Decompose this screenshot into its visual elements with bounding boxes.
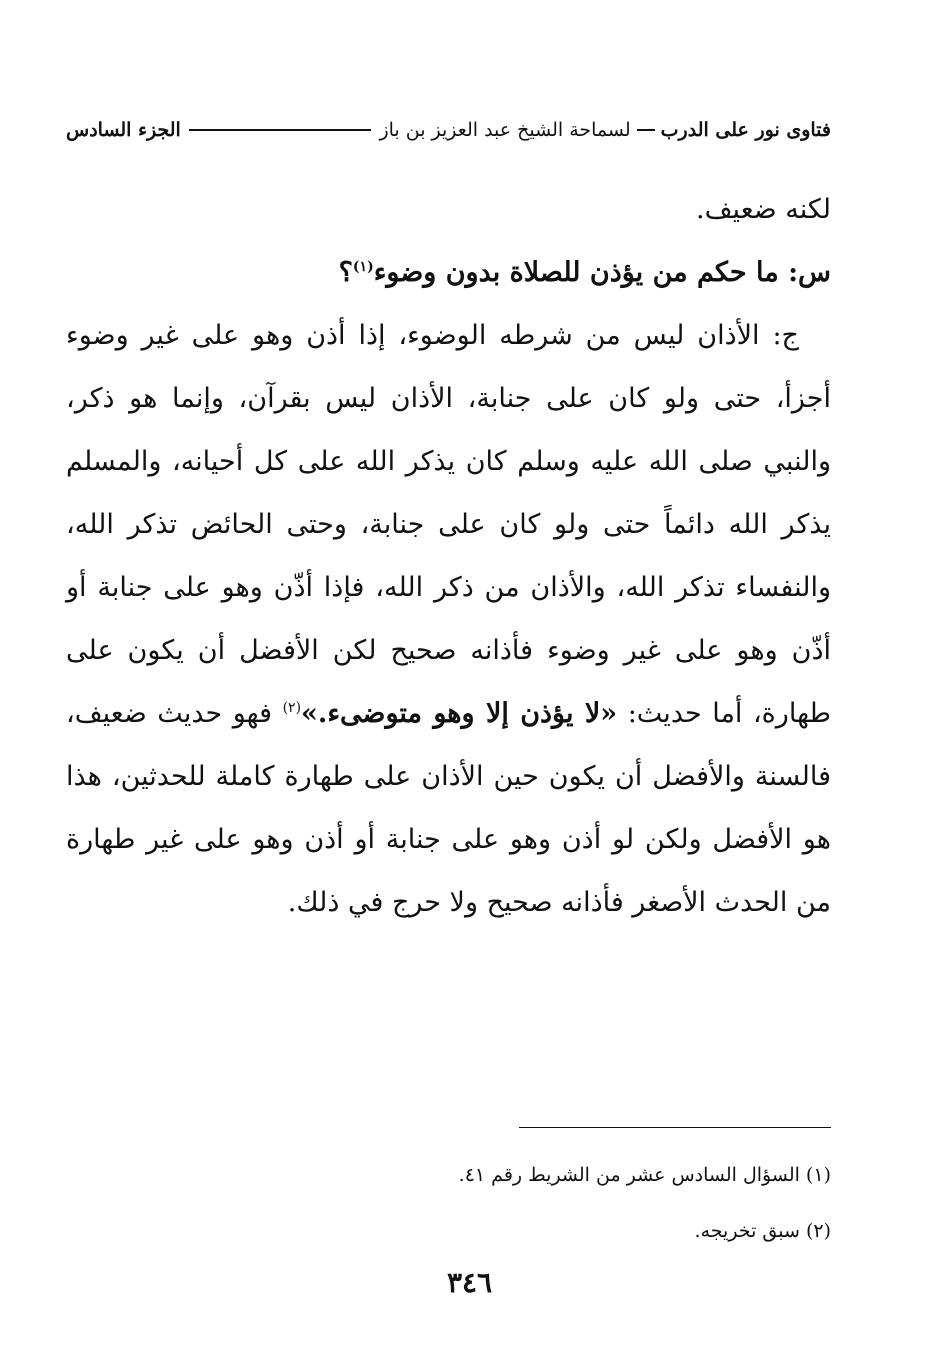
main-text — [66, 178, 831, 934]
author-name: لسماحة الشيخ عبد العزيز بن باز — [379, 119, 631, 141]
question-mark: ؟ — [338, 257, 353, 288]
hadith-quote: «لا يؤذن إلا وهو متوضىء.» — [301, 698, 618, 729]
question-text: س: ما حكم من يؤذن للصلاة بدون وضوء — [373, 257, 831, 288]
footnote-separator — [519, 1127, 831, 1128]
header-rule — [189, 129, 372, 131]
answer — [66, 304, 831, 934]
footnote-ref-2: (٢) — [282, 700, 302, 716]
footnote-2: (٢) سبق تخريجه. — [694, 1220, 831, 1242]
footnotes — [300, 1147, 831, 1259]
intro-line: لكنه ضعيف. — [696, 194, 831, 225]
footnote-ref-1: (١) — [352, 259, 374, 275]
question — [66, 241, 831, 304]
book-title: فتاوى نور على الدرب — [660, 119, 831, 141]
running-header — [66, 113, 831, 147]
footnote-1: (١) السؤال السادس عشر من الشريط رقم ٤١. — [458, 1164, 831, 1186]
page-number: ٣٤٦ — [446, 1266, 493, 1299]
part-title: الجزء السادس — [66, 119, 181, 141]
answer-part-2: فهو حديث ضعيف، فالسنة والأفضل أن يكون حين الأذان على طهارة كاملة للحدثين، هذا هو الأفضل ولكن لو أذن وهو على جنابة أو أذن وهو على غير طهارة من الحدث الأصغر فأذانه صحيح ولا حرج في ذلك. — [66, 698, 831, 918]
answer-part-1: ج: الأذان ليس من شرطه الوضوء، إذا أذن وهو على غير وضوء أجزأ، حتى ولو كان على جنابة، الأذان ليس بقرآن، وإنما هو ذكر، والنبي صلى الله عليه وسلم كان يذكر الله على كل أحيانه، والمسلم يذكر الله دائماً حتى ولو كان على جنابة، وحتى الحائض تذكر الله، والنفساء تذكر الله، والأذان من ذكر الله، فإذا أذّن وهو على جنابة أو أذّن وهو على غير وضوء فأذانه صحيح لكن الأفضل أن يكون على طهارة، أما حديث: — [66, 320, 832, 729]
header-separator — [637, 129, 655, 131]
